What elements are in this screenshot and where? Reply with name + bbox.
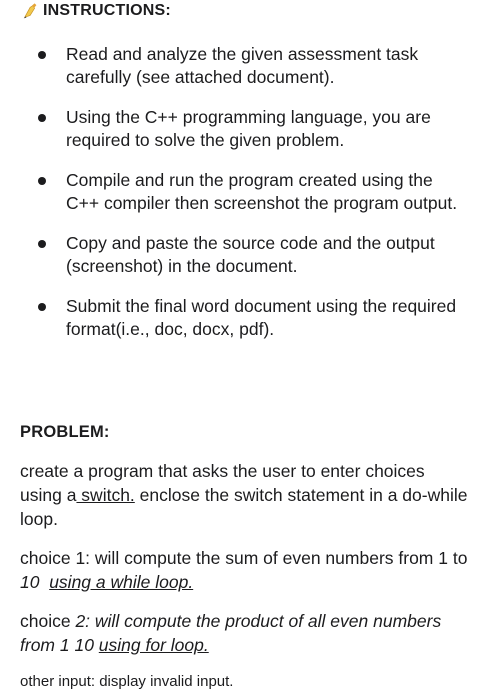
bullet-icon <box>38 114 46 122</box>
text-segment: choice <box>20 611 76 631</box>
underlined-text: switch. <box>76 485 135 505</box>
italic-text: 10 <box>20 572 40 592</box>
instruction-text: Submit the final word document using the required format(i.e., doc, docx, pdf). <box>66 296 457 339</box>
problem-description <box>20 459 470 531</box>
underlined-italic-text: using for loop. <box>98 635 209 655</box>
choice-1-text <box>20 546 470 594</box>
instruction-text: Copy and paste the source code and the output (screenshot) in the document. <box>66 233 435 276</box>
bullet-icon <box>38 240 46 248</box>
instruction-text: Read and analyze the given assessment task carefully (see attached document). <box>66 44 419 87</box>
instructions-header <box>22 2 171 20</box>
bullet-icon <box>38 303 46 311</box>
list-item <box>0 295 483 341</box>
problem-heading: PROBLEM: <box>20 423 110 441</box>
text-segment: choice 1: will compute the sum of even numbers from 1 to <box>20 548 468 568</box>
italic-text: 2: will compute the product of all even numbers from 1 10 <box>20 611 442 655</box>
list-item <box>0 169 483 215</box>
underlined-italic-text: using a while loop. <box>49 572 194 592</box>
instructions-list <box>0 43 483 358</box>
writing-hand-icon <box>22 2 40 20</box>
text-segment: enclose the switch statement in a do-while loop. <box>20 485 468 529</box>
text-segment: create a program that asks the user to enter choices using a <box>20 461 425 505</box>
choice-2-text <box>20 609 470 657</box>
instruction-text: Using the C++ programming language, you are required to solve the given problem. <box>66 107 431 150</box>
instructions-title: INSTRUCTIONS: <box>43 2 171 19</box>
bullet-icon <box>38 177 46 185</box>
list-item <box>0 232 483 278</box>
other-input-text: other input: display invalid input. <box>20 673 234 690</box>
bullet-icon <box>38 51 46 59</box>
instruction-text: Compile and run the program created using the C++ compiler then screenshot the program output. <box>66 170 458 213</box>
list-item <box>0 43 483 89</box>
list-item <box>0 106 483 152</box>
